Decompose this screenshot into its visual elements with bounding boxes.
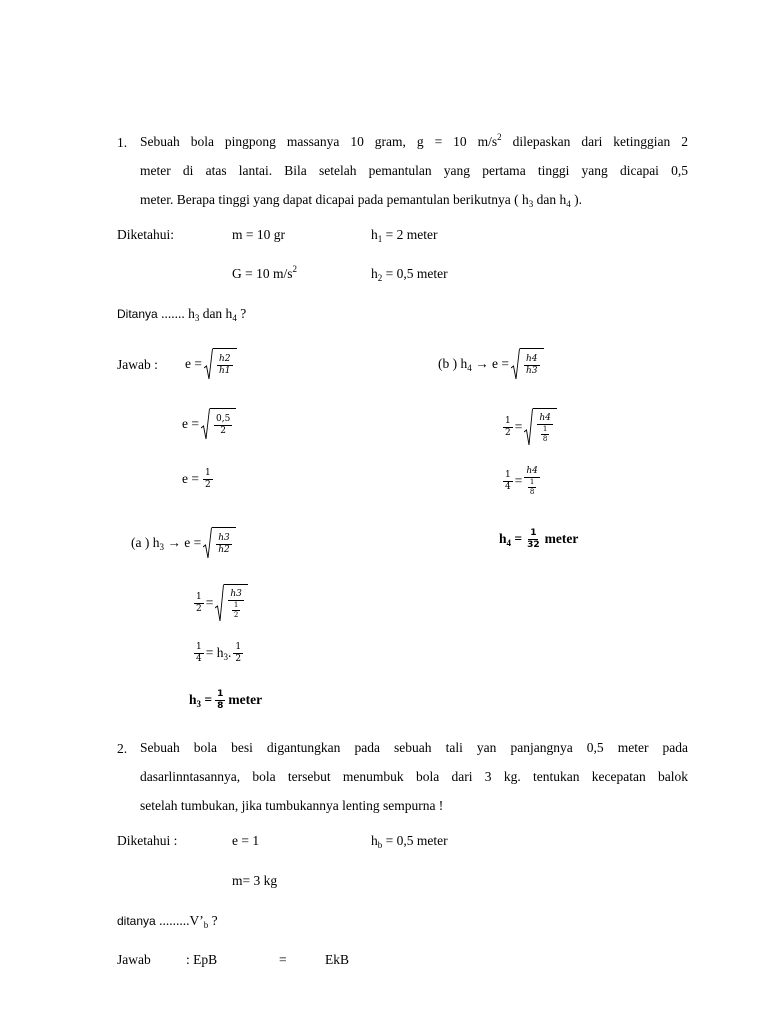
problem-2-answer-equals: =: [279, 952, 287, 967]
problem-1-answer-label: Jawab :: [117, 357, 158, 372]
problem-1-asked: Ditanya ....... $h_3$ dan $h_4$ ?: [117, 306, 247, 323]
problem-1-line-1: Sebuah bola pingpong massanya 10 gram, g = 10 $m/s^2$ dilepaskan dari ketinggian 2: [140, 132, 688, 149]
h3-result: $h_3$ = $\frac{1}{8}$ meter: [189, 689, 263, 711]
problem-1-line-2: meter di atas lantai. Bila setelah pemantulan yang pertama tinggi yang dicapai 0,5: [140, 163, 688, 178]
problem-1-text: [140, 127, 688, 214]
part-b-half-equation: $\frac{1}{2}$ = $\frac{\text{ℎ4}}{\frac{1}{8}}$: [501, 408, 557, 446]
problem-2-known-hb: $h_b = 0,5$ meter: [371, 833, 448, 850]
equation-e-sqrt-h2-h1: e = $\frac{\text{ℎ2}}{\text{ℎ1}}$: [185, 348, 237, 380]
problem-1-number: 1.: [117, 135, 128, 150]
part-a-quarter-equation: $\frac{1}{4}$ = $h_3$. $\frac{1}{2}$: [196, 642, 242, 664]
problem-2-line-1: Sebuah bola besi digantungkan pada sebuah tali yan panjangnya 0,5 meter pada: [140, 740, 688, 755]
problem-1-known-h2: $h_2 = 0,5$ meter: [371, 266, 448, 283]
problem-2-known-label: Diketahui :: [117, 833, 178, 848]
equation-e-sqrt-05-2: e = $\frac{0,5}{2}$: [182, 408, 236, 440]
problem-2-number: 2.: [117, 741, 128, 756]
part-b-quarter-equation: $\frac{1}{4}$ = $\frac{\text{ℎ4}}{\frac{1}{8}}$: [505, 466, 538, 496]
problem-2-known-e: e = 1: [232, 833, 260, 848]
problem-1-known-h1: $h_1 = 2$ meter: [371, 227, 438, 244]
problem-2-known-mass: m= 3 kg: [232, 873, 278, 888]
part-b-equation: (b ) $h_4 \to e$ = $\frac{\text{ℎ4}}{\text{ℎ3}}$: [438, 348, 544, 380]
problem-2-text: [140, 733, 688, 820]
part-a-half-equation: $\frac{1}{2}$ = $\frac{\text{ℎ3}}{\frac{1}{2}}$: [192, 584, 248, 622]
equation-e-half: e = $\frac{1}{2}$: [182, 468, 211, 490]
problem-1-known-label: Diketahui:: [117, 227, 174, 242]
problem-2-line-2: dasarlinntasannya, bola tersebut menumbuk bola dari 3 kg. tentukan kecepatan balok: [140, 769, 688, 784]
problem-2-answer-label: Jawab: [117, 952, 151, 967]
problem-2-answer-lhs: : EpB: [186, 952, 218, 967]
problem-2-asked: ditanya $.........V’_b$ ?: [117, 913, 218, 930]
problem-2-answer-rhs: EkB: [325, 952, 350, 967]
problem-1-known-gravity: G = 10 $m/s^2$: [232, 264, 297, 281]
h4-result: $h_4$ = $\frac{1}{32}$ meter: [499, 528, 579, 550]
part-a-equation: (a ) $h_3 \to e$ = $\frac{\text{ℎ3}}{\text{ℎ2}}$: [131, 527, 236, 559]
problem-2-line-3: setelah tumbukan, jika tumbukannya lenting sempurna !: [140, 798, 444, 813]
problem-1-line-3: meter. Berapa tinggi yang dapat dicapai pada pemantulan berikutnya ( $h_3$ dan $h_4$ ).: [140, 192, 582, 209]
problem-1-known-mass: m = 10 gr: [232, 227, 285, 242]
